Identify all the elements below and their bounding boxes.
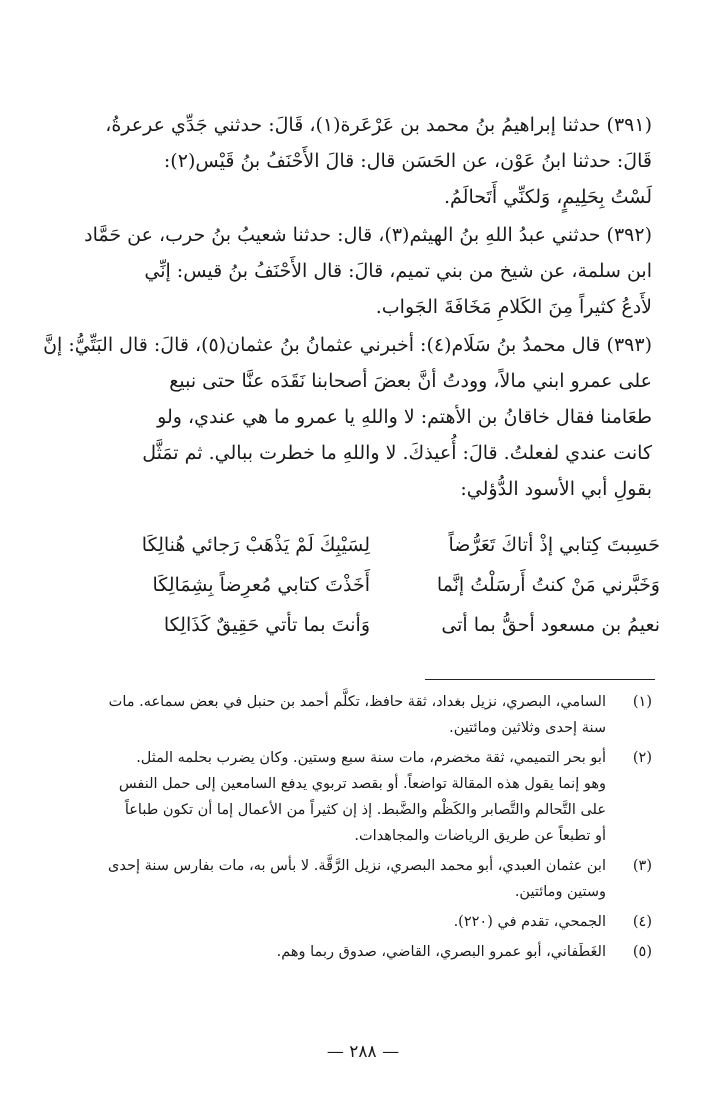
footnote-number: (٢) xyxy=(632,750,652,766)
footnote-text: أو تطبعاً عن طريق الرياضات والمجاهدات. xyxy=(354,828,606,844)
entry-392-line-3: لأَدعُ كثيراً مِنَ الكَلامِ مَخَافَةَ الجَواب. xyxy=(375,296,652,318)
footnote-number: (٣) xyxy=(632,858,652,874)
entry-number: (٣٩٢) xyxy=(606,224,652,246)
entry-number: (٣٩٣) xyxy=(606,334,652,356)
poem-second-hemistich: لِسَيْبِكَ لَمْ يَذْهَبْ رَجائي هُنالِكَا xyxy=(141,534,370,556)
poem-first-hemistich: نعيمُ بن مسعود أحقُّ بما أتى xyxy=(441,614,660,636)
footnote-2-line-2 xyxy=(58,772,652,796)
entry-393-line-5: بقولِ أبي الأسود الدُّؤلي: xyxy=(460,478,652,500)
footnote-text: على التَّحالم والتَّصابر والكَظْم والضَّبط. إذ إن كثيراً من الأعمال إما أن تكون طباعاً xyxy=(124,802,606,818)
footnote-4-line-1 xyxy=(58,910,652,934)
footnote-divider xyxy=(425,679,655,680)
poem-verse xyxy=(100,605,660,645)
entry-text: قال محمدُ بنُ سَلَام(٤): أخبرني عثمانُ بنُ عثمان(٥)، قالَ: قال البَتِّيُّ: إنَّ xyxy=(43,334,601,356)
footnote-2-line-4 xyxy=(58,824,652,848)
entry-393-line-4: كانت عندي لفعلتُ. قالَ: أُعيذكَ. لا واللهِ ما خطرت ببالي. ثم تمَثَّل xyxy=(142,442,652,464)
poem-first-hemistich: وَخَبَّرني مَنْ كنتُ أَرسَلْتُ إنَّما xyxy=(436,574,660,596)
footnote-text: سنة إحدى وثلاثين ومائتين. xyxy=(449,720,606,736)
footnote-text: الجمحي، تقدم في (٢٢٠). xyxy=(453,914,606,930)
footnote-3-line-1 xyxy=(58,854,652,878)
entry-393-line-3: طعَامنا فقال خاقانُ بن الأهتم: لا واللهِ يا عمرو ما هي عندي، ولو xyxy=(157,406,652,428)
footnote-2-line-1 xyxy=(58,746,652,770)
poem-first-hemistich: حَسِبتَ كِتابي إذْ أتاكَ تَعَرُّضاً xyxy=(448,534,660,556)
footnote-text: وهو إنما يقول هذه المقالة تواضعاً. أو بقصد تربوي يدفع السامعين إلى حمل النفس xyxy=(118,776,606,792)
footnote-2-line-3 xyxy=(58,798,652,822)
entry-392-line-2: ابن سلمة، عن شيخ من بني تميم، قالَ: قال الأَحْنَفُ بنُ قيس: إنِّي xyxy=(144,260,652,282)
footnote-1-line-1 xyxy=(58,690,652,714)
poem-second-hemistich: وَأنتَ بما تأتي حَقِيقٌ كَذَالِكا xyxy=(163,614,370,636)
footnote-text: وستين ومائتين. xyxy=(514,884,606,900)
footnote-text: ابن عثمان العبدي، أبو محمد البصري، نزيل الرَّقَّة. لا بأس به، مات بفارس سنة إحدى xyxy=(108,858,606,874)
entry-393-line-2: على عمرو ابني مالاً، وودتُ أنَّ بعضَ أصحابنا نَقَدَه عنَّا حتى نبيع xyxy=(169,370,652,392)
footnote-1-line-2 xyxy=(58,716,652,740)
footnote-number: (٥) xyxy=(632,944,652,960)
poem-verse xyxy=(100,525,660,565)
entry-391-line-2: قَالَ: حدثنا ابنُ عَوْن، عن الحَسَن قال: قالَ الأَحْنَفُ بنُ قَيْس(٢): xyxy=(163,150,652,172)
footnote-5-line-1 xyxy=(58,940,652,964)
poem-verse xyxy=(100,565,660,605)
entry-392-line-1 xyxy=(58,218,652,252)
entry-391-line-1 xyxy=(58,108,652,142)
entry-391-line-3: لَسْتُ بِحَلِيمٍ، وَلكنِّي أَتَحالَمُ. xyxy=(444,186,652,208)
entry-393-line-1 xyxy=(43,328,652,362)
footnote-number: (٤) xyxy=(632,914,652,930)
entry-text: حدثني عبدُ اللهِ بنُ الهيثم(٣)، قال: حدثنا شعيبُ بنُ حرب، عن حَمَّاد xyxy=(84,224,601,246)
footnote-3-line-2 xyxy=(58,880,652,904)
entry-text: حدثنا إبراهيمُ بنُ محمد بن عَرْعَرة(١)، قَالَ: حدثني جَدِّي عرعرةُ، xyxy=(105,114,601,136)
poem-second-hemistich: أَخَذْتَ كتابي مُعرِضاً بِشِمَالِكَا xyxy=(152,574,370,596)
entry-number: (٣٩١) xyxy=(606,114,652,136)
page-number: — ٢٨٨ — xyxy=(326,1042,400,1062)
footnote-text: أبو بحر التميمي، ثقة مخضرم، مات سنة سبع وستين. وكان يضرب بحلمه المثل. xyxy=(136,750,606,766)
footnote-text: الغَطَفاني، أبو عمرو البصري، القاضي، صدوق ربما وهم. xyxy=(276,944,606,960)
footnote-text: السامي، البصري، نزيل بغداد، ثقة حافظ، تكلَّم أحمد بن حنبل في بعض سماعه. مات xyxy=(108,694,606,710)
footnote-number: (١) xyxy=(632,694,652,710)
